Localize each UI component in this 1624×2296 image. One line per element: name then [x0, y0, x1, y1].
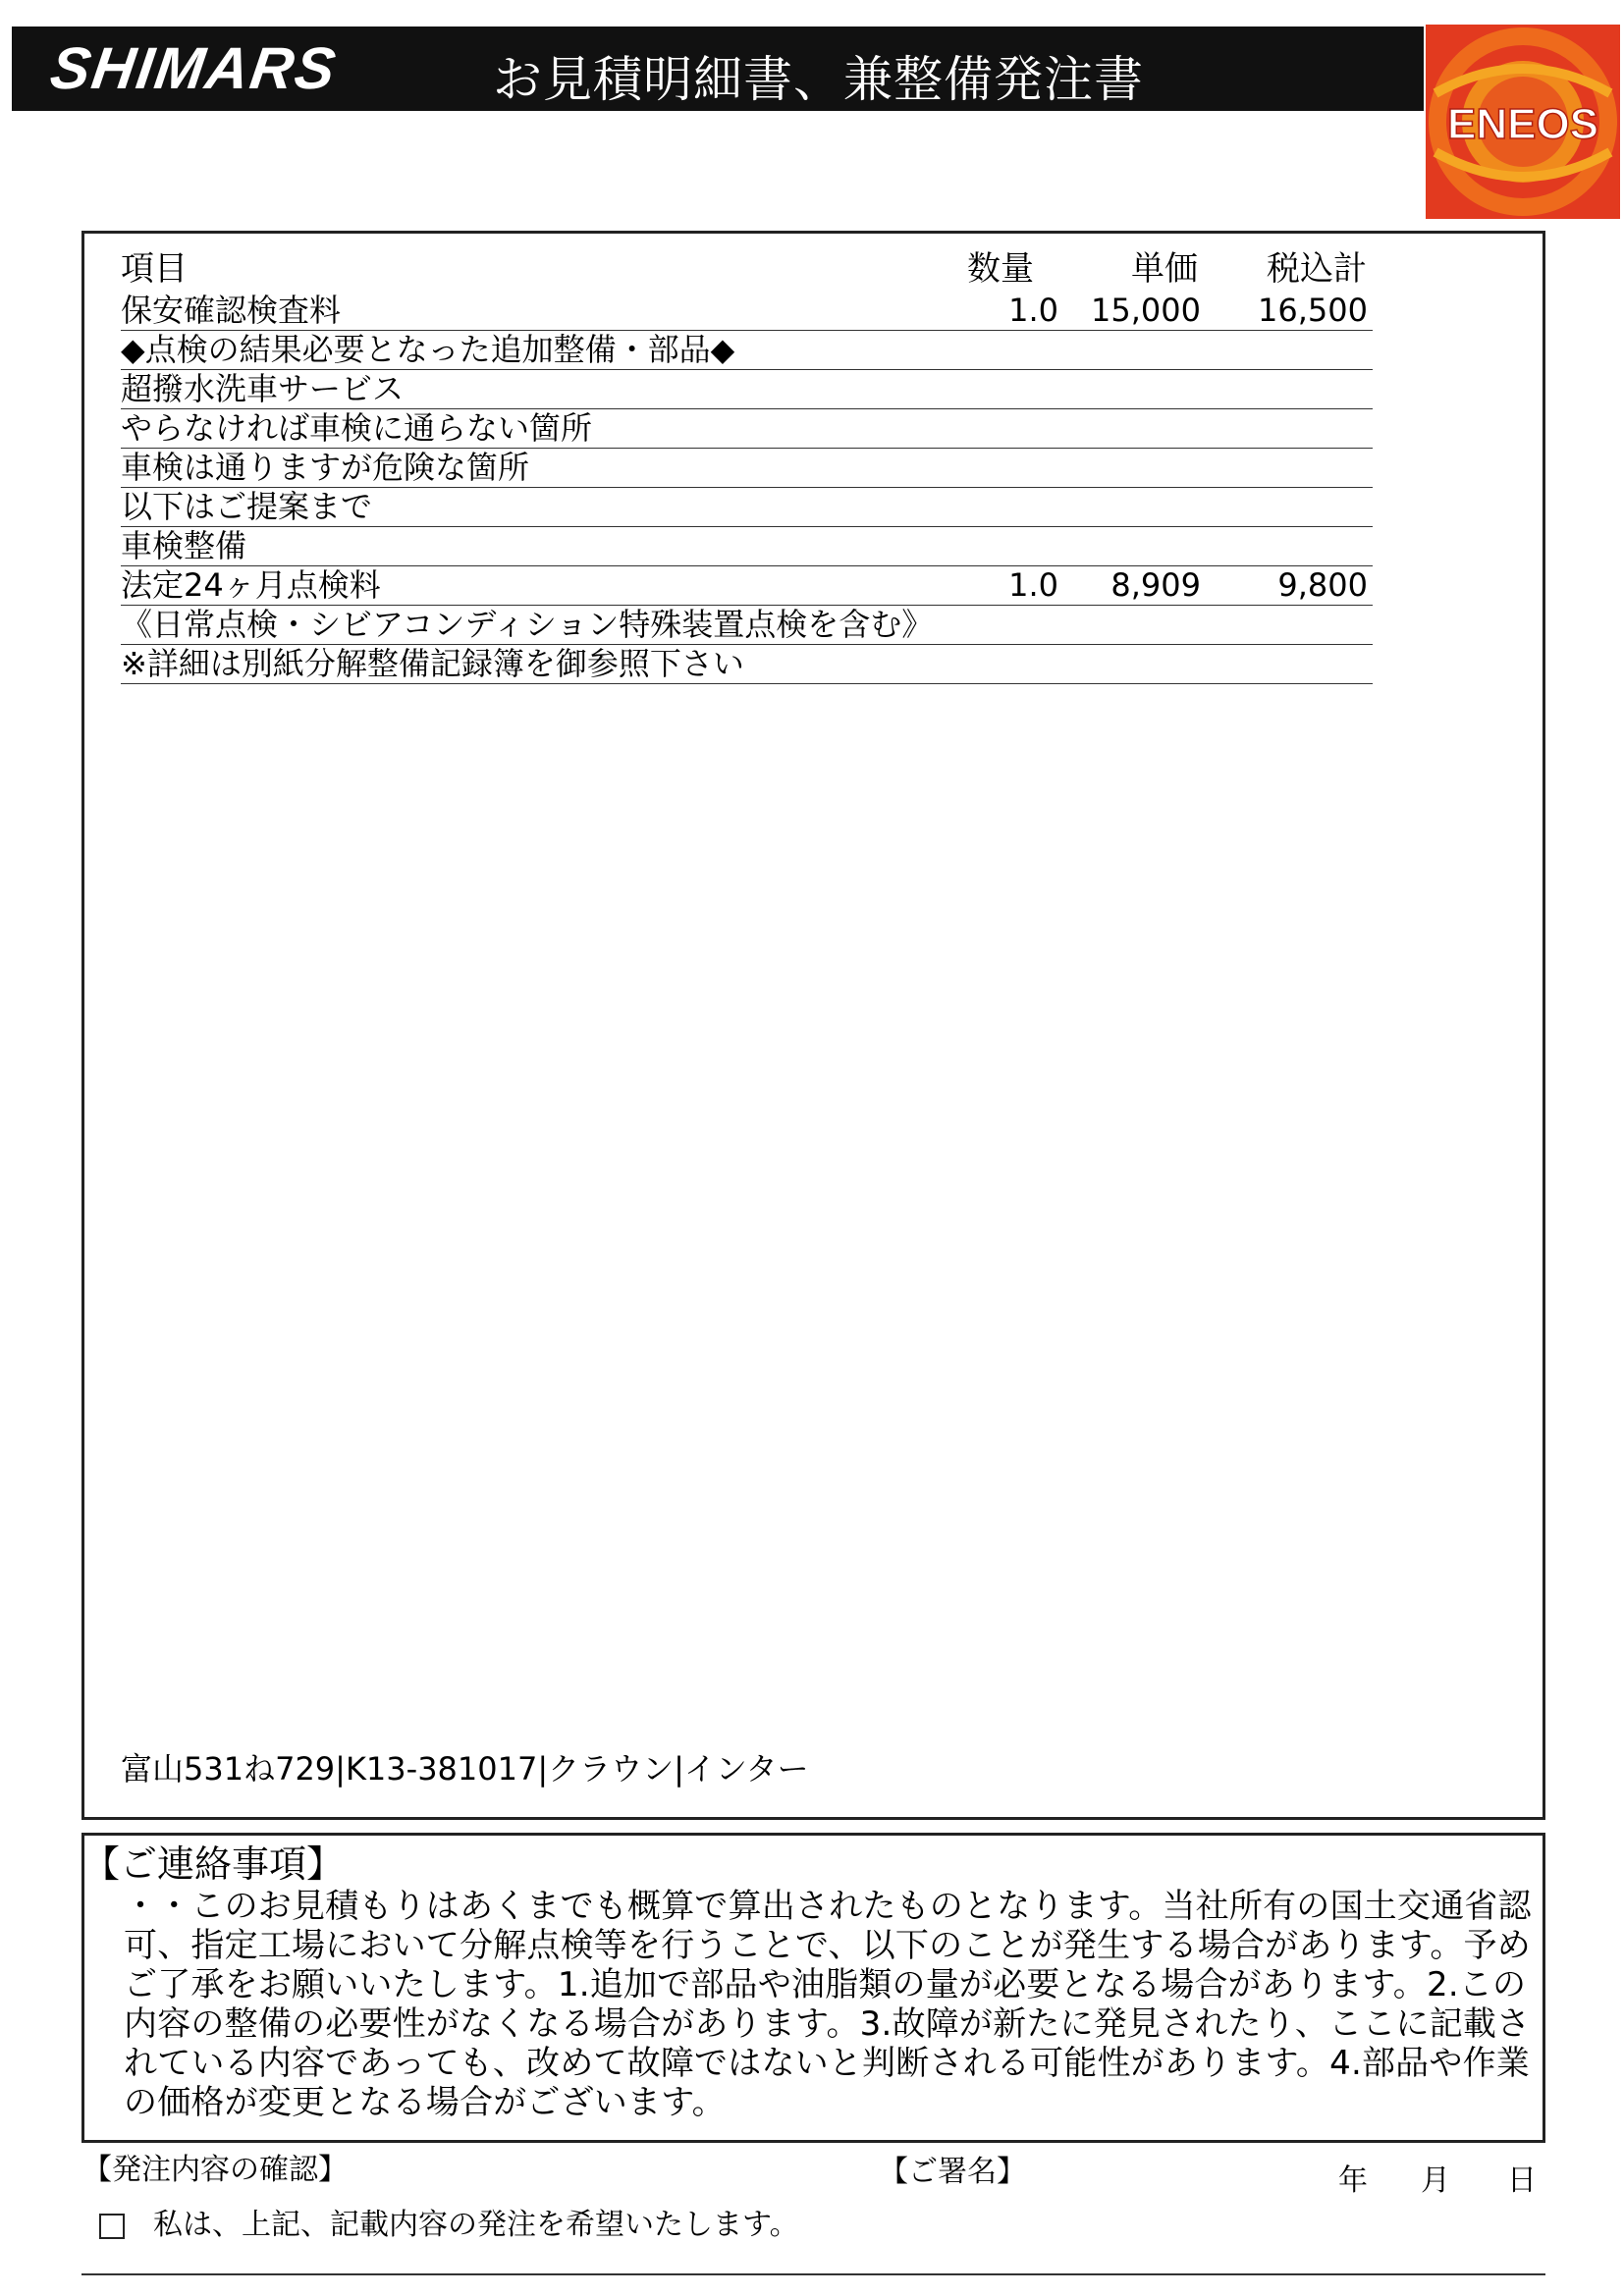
notes-title: 【ご連絡事項】: [82, 1842, 345, 1886]
order-confirmation-title: 【発注内容の確認】: [82, 2153, 348, 2187]
row-label: ※詳細は別紙分解整備記録簿を御参照下さい: [121, 645, 744, 682]
header-total: 税込計: [1267, 249, 1367, 289]
row-qty: 1.0: [1008, 566, 1058, 604]
notes-body: ・・このお見積もりはあくまでも概算で算出されたものとなります。当社所有の国土交通省認可、指定工場において分解点検等を行うことで、以下のことが発生する場合があります。予めご了承をお願いいたします。1.追加で部品や油脂類の量が必要となる場合があります。2.この内容の整備の必要性がなくなる場合があります。3.故障が新たに発見されたり、ここに記載されている内容であっても、改めて故障ではないと判断される可能性があります。4.部品や作業の価格が変更となる場合がございます。: [124, 1887, 1532, 2122]
signature-line: [81, 2273, 1545, 2275]
table-row: [121, 566, 1373, 606]
row-label: 保安確認検査料: [121, 292, 342, 329]
vehicle-info: 富山531ね729|K13-381017|クラウン|インター: [121, 1750, 809, 1788]
row-label: 超撥水洗車サービス: [121, 370, 405, 407]
row-label: やらなければ車検に通らない箇所: [121, 409, 593, 447]
date-day-label: 日: [1507, 2163, 1537, 2198]
header-bar: [12, 27, 1424, 111]
brand-logo-text: SHIMARS: [46, 35, 342, 101]
order-consent-text: 私は、上記、記載内容の発注を希望いたします。: [153, 2208, 799, 2242]
table-row: [121, 292, 1373, 331]
row-label: 《日常点検・シビアコンディション特殊装置点検を含む》: [121, 606, 934, 643]
table-row: [121, 409, 1373, 449]
date-month-label: 月: [1421, 2163, 1450, 2198]
table-row: [121, 449, 1373, 488]
row-label: ◆点検の結果必要となった追加整備・部品◆: [121, 331, 735, 368]
row-label: 車検は通りますが危険な箇所: [121, 449, 530, 486]
row-unit-price: 8,909: [1110, 566, 1201, 604]
row-total: 9,800: [1277, 566, 1368, 604]
header-item: 項目: [121, 249, 188, 289]
table-row: [121, 645, 1373, 684]
date-year-label: 年: [1338, 2163, 1368, 2198]
table-row: [121, 370, 1373, 409]
logo-text: ENEOS: [1446, 100, 1599, 148]
row-label: 車検整備: [121, 527, 247, 564]
header-qty: 数量: [967, 249, 1034, 289]
signature-label: 【ご署名】: [879, 2155, 1026, 2189]
table-row: [121, 606, 1373, 645]
row-qty: 1.0: [1008, 292, 1058, 329]
row-total: 16,500: [1258, 292, 1368, 329]
table-row: [121, 331, 1373, 370]
eneos-logo-graphic: [1426, 25, 1620, 219]
eneos-logo: [1426, 25, 1620, 219]
header-unit-price: 単価: [1131, 249, 1198, 289]
table-row: [121, 488, 1373, 527]
row-label: 以下はご提案まで: [121, 488, 373, 525]
document-title: お見積明細書、兼整備発注書: [493, 51, 1144, 108]
row-unit-price: 15,000: [1091, 292, 1201, 329]
row-label: 法定24ヶ月点検料: [121, 566, 381, 604]
order-consent-checkbox[interactable]: [99, 2214, 125, 2239]
table-row: [121, 527, 1373, 566]
